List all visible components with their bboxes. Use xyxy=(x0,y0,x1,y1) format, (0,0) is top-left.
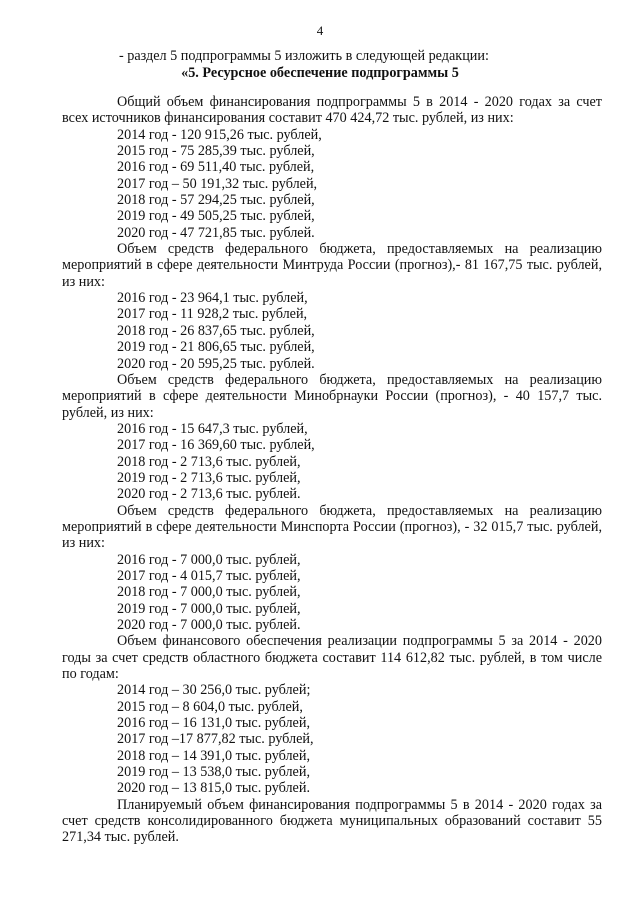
list-item: 2020 год - 47 721,85 тыс. рублей. xyxy=(117,224,315,241)
list-item: 2019 год - 21 806,65 тыс. рублей, xyxy=(117,339,315,356)
list-item: 2017 год – 50 191,32 тыс. рублей, xyxy=(117,175,318,192)
list-item: 2017 год –17 877,82 тыс. рублей, xyxy=(117,731,314,748)
list-item: 2020 год - 7 000,0 тыс. рублей. xyxy=(117,617,301,633)
document-body xyxy=(62,94,602,846)
list-item: 2015 год – 8 604,0 тыс. рублей, xyxy=(117,698,303,715)
list-item: 2019 год - 49 505,25 тыс. рублей, xyxy=(117,208,315,225)
list-item: 2019 год - 2 713,6 тыс. рублей, xyxy=(117,469,301,486)
list-item: 2014 год - 120 915,26 тыс. рублей, xyxy=(117,126,322,143)
regional-year-list xyxy=(62,682,602,796)
list-item: 2016 год - 7 000,0 тыс. рублей, xyxy=(117,551,301,568)
list-item: 2018 год - 7 000,0 тыс. рублей, xyxy=(117,584,301,601)
section-heading: «5. Ресурсное обеспечение подпрограммы 5 xyxy=(181,65,459,81)
list-item: 2018 год - 2 713,6 тыс. рублей, xyxy=(117,453,301,470)
minsport-paragraph: Объем средств федерального бюджета, предоставляемых на реализацию мероприятий в сфере деятельности Минспорта России (прогноз), - 32 015,7 тыс. рублей, из них: xyxy=(62,502,602,552)
minobr-paragraph: Объем средств федерального бюджета, предоставляемых на реализацию мероприятий в сфере деятельности Минобрнауки России (прогноз), - 40 157,7 тыс. рублей, из них: xyxy=(62,371,602,421)
total-year-list xyxy=(62,127,602,241)
list-item: 2020 год – 13 815,0 тыс. рублей. xyxy=(117,780,310,797)
list-item: 2017 год - 4 015,7 тыс. рублей, xyxy=(117,567,301,584)
intro-line: - раздел 5 подпрограммы 5 изложить в следующей редакции: xyxy=(119,48,489,64)
page-number: 4 xyxy=(316,23,324,38)
list-item: 2014 год – 30 256,0 тыс. рублей; xyxy=(117,682,311,699)
minsport-year-list xyxy=(62,552,602,634)
total-paragraph: Общий объем финансирования подпрограммы 5 в 2014 - 2020 годах за счет всех источников финансирования составит 470 424,72 тыс. рублей, из них: xyxy=(62,94,602,127)
list-item: 2016 год - 23 964,1 тыс. рублей, xyxy=(117,290,308,307)
list-item: 2016 год – 16 131,0 тыс. рублей, xyxy=(117,715,310,732)
list-item: 2018 год - 26 837,65 тыс. рублей, xyxy=(117,322,315,339)
minobr-year-list xyxy=(62,421,602,503)
list-item: 2020 год - 20 595,25 тыс. рублей. xyxy=(117,355,315,372)
municipal-paragraph: Планируемый объем финансирования подпрограммы 5 в 2014 - 2020 годах за счет средств консолидированного бюджета муниципальных образований составит 55 271,34 тыс. рублей. xyxy=(62,796,602,846)
list-item: 2017 год - 11 928,2 тыс. рублей, xyxy=(117,306,308,323)
mintrud-year-list xyxy=(62,290,602,372)
list-item: 2015 год - 75 285,39 тыс. рублей, xyxy=(117,143,315,160)
regional-paragraph: Объем финансового обеспечения реализации подпрограммы 5 за 2014 - 2020 годы за счет средств областного бюджета составит 114 612,82 тыс. рублей, в том числе по годам: xyxy=(62,633,602,683)
list-item: 2020 год - 2 713,6 тыс. рублей. xyxy=(117,486,301,503)
list-item: 2019 год – 13 538,0 тыс. рублей, xyxy=(117,764,310,781)
mintrud-paragraph: Объем средств федерального бюджета, предоставляемых на реализацию мероприятий в сфере деятельности Минтруда России (прогноз),- 81 167,75 тыс. рублей, из них: xyxy=(62,241,602,290)
list-item: 2016 год - 69 511,40 тыс. рублей, xyxy=(117,159,315,176)
list-item: 2018 год – 14 391,0 тыс. рублей, xyxy=(117,747,310,764)
list-item: 2019 год - 7 000,0 тыс. рублей, xyxy=(117,600,301,617)
list-item: 2018 год - 57 294,25 тыс. рублей, xyxy=(117,192,315,209)
list-item: 2016 год - 15 647,3 тыс. рублей, xyxy=(117,420,308,437)
list-item: 2017 год - 16 369,60 тыс. рублей, xyxy=(117,437,315,454)
